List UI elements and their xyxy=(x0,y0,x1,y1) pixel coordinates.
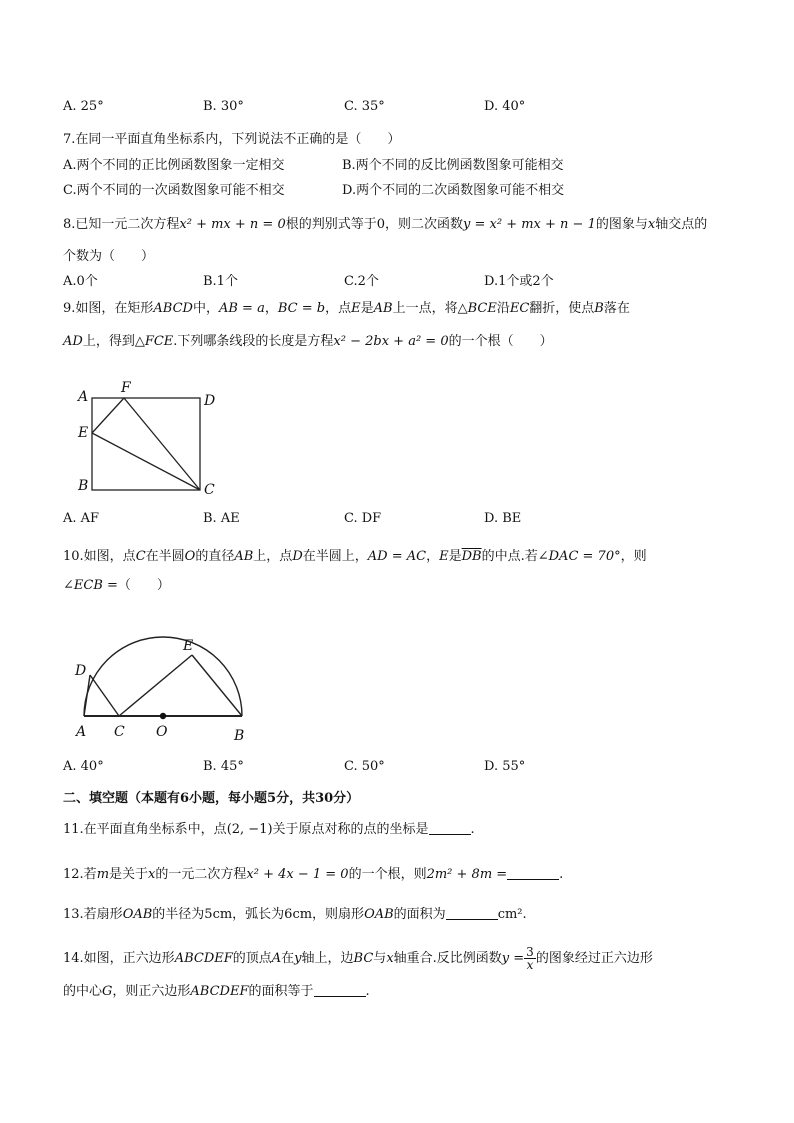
q8-option-a: A.0个 xyxy=(63,274,98,289)
q10-math: ∠DAC = 70° xyxy=(537,549,621,564)
q10-text: 10.如图，点 xyxy=(63,549,136,564)
q13-text: 13.若扇形 xyxy=(63,907,123,922)
q11-text: 11.在平面直角坐标系中，点 xyxy=(63,822,227,837)
q10-option-a: A. 40° xyxy=(63,759,104,774)
q7-option-d: D.两个不同的二次函数图象可能不相交 xyxy=(342,183,565,198)
q10-math: AB xyxy=(234,549,254,564)
q9-text: 是 xyxy=(360,301,374,316)
q10-segment-eb xyxy=(192,655,242,716)
q10-text: （ ） xyxy=(117,578,170,593)
q14-frac-denominator: x xyxy=(526,958,534,972)
q13-stem xyxy=(63,906,527,924)
q10-text: 在半圆 xyxy=(145,549,185,564)
q10-text: ，则 xyxy=(620,549,647,564)
q9-math: BCE xyxy=(467,301,497,316)
q8-options xyxy=(63,273,743,291)
q10-center-dot xyxy=(160,713,166,719)
q10-text: 的中点.若 xyxy=(481,549,538,564)
q10-segment-ad xyxy=(84,675,90,716)
q13-math: OAB xyxy=(364,907,394,922)
q10-label-o: O xyxy=(156,724,168,740)
q10-segment-dc xyxy=(90,675,119,716)
q8-option-d: D.1个或2个 xyxy=(484,274,554,289)
q11-text: 关于原点对称的点的坐标是 xyxy=(272,822,429,837)
q9-option-d: D. BE xyxy=(484,511,522,526)
q9-rect-abcd xyxy=(92,398,200,490)
section-2-title: 二、填空题（本题有6小题，每小题5分，共30分） xyxy=(63,791,360,806)
q10-semicircle-arc xyxy=(84,637,242,716)
q10-label-b: B xyxy=(234,728,245,744)
q7-options-row1 xyxy=(63,157,743,175)
q13-answer-blank[interactable] xyxy=(446,906,498,920)
q10-arc-db: $\overline{DB}$ xyxy=(461,549,482,564)
q8-quadratic-function: y = x² + mx + n − 1 xyxy=(463,217,596,232)
q9-segment-ef xyxy=(92,398,124,433)
q9-text: 的一个根（ ） xyxy=(448,334,553,349)
q12-text: 的一元二次方程 xyxy=(155,867,247,882)
q9-option-a: A. AF xyxy=(63,511,100,526)
q6-option-c: C. 35° xyxy=(344,99,385,114)
q12-text: 的一个根，则 xyxy=(348,867,427,882)
q9-label-f: F xyxy=(121,380,131,396)
q10-text: 是 xyxy=(448,549,462,564)
q10-math: O xyxy=(184,549,196,564)
q10-math: D xyxy=(292,549,303,564)
q9-math: B xyxy=(594,301,604,316)
q14-math: A xyxy=(271,951,282,966)
q14-text: . xyxy=(365,984,370,999)
q9-text: 落在 xyxy=(603,301,630,316)
q13-math: OAB xyxy=(122,907,153,922)
q10-semicircle-figure xyxy=(70,603,260,745)
q14-frac-numerator: 3 xyxy=(526,945,534,959)
q12-expression: 2m² + 8m = xyxy=(426,867,508,882)
q10-stem-line2 xyxy=(63,577,170,595)
q11-answer-blank[interactable] xyxy=(429,821,471,835)
q10-text: 上，点 xyxy=(253,549,293,564)
q14-math: ABCDEF xyxy=(174,951,233,966)
q10-options xyxy=(63,758,743,776)
q9-math: AB xyxy=(373,301,393,316)
q12-equation: x² + 4x − 1 = 0 xyxy=(246,867,349,882)
q14-math: BC xyxy=(353,951,374,966)
q9-text: 9.如图，在矩形 xyxy=(63,301,154,316)
q9-text: 中， xyxy=(192,301,219,316)
q7-option-b: B.两个不同的反比例函数图象可能相交 xyxy=(342,158,564,173)
q12-math: m xyxy=(96,867,110,882)
q10-option-d: D. 55° xyxy=(484,759,526,774)
q8-var: x xyxy=(647,217,656,232)
q13-text: 的面积为 xyxy=(393,907,446,922)
q12-text: . xyxy=(559,867,564,882)
q9-math: AD xyxy=(63,334,83,349)
q8-equation: x² + mx + n = 0 xyxy=(179,217,286,232)
q11-point: (2, −1) xyxy=(226,822,273,837)
q10-text: 在半圆上， xyxy=(302,549,368,564)
q8-stem-line2: 个数为（ ） xyxy=(63,249,155,264)
q10-option-b: B. 45° xyxy=(203,759,244,774)
q14-text: 的中心 xyxy=(63,984,103,999)
q12-math: x xyxy=(148,867,156,882)
q12-stem xyxy=(63,866,563,884)
q6-options xyxy=(63,98,743,116)
q10-math: AD = AC xyxy=(367,549,427,564)
q10-option-c: C. 50° xyxy=(344,759,385,774)
q7-option-a: A.两个不同的正比例函数图象一定相交 xyxy=(63,158,285,173)
q9-options xyxy=(63,510,743,528)
q8-text: 轴交点的 xyxy=(655,217,708,232)
q10-segment-ce xyxy=(119,655,192,716)
q9-math: E xyxy=(351,301,361,316)
q10-math: C xyxy=(135,549,146,564)
q14-stem-line1 xyxy=(63,946,653,971)
q9-math: AB = a xyxy=(218,301,265,316)
q12-text: 是关于 xyxy=(109,867,149,882)
q10-text: 的直径 xyxy=(195,549,235,564)
q10-text: ， xyxy=(426,549,440,564)
q6-option-b: B. 30° xyxy=(203,99,244,114)
q13-text: 的半径为5cm，弧长为6cm，则扇形 xyxy=(152,907,365,922)
q9-label-a: A xyxy=(78,389,89,405)
q14-math: y = xyxy=(501,951,525,966)
q12-text: 12.若 xyxy=(63,867,97,882)
q9-rectangle-figure xyxy=(70,373,230,501)
q13-unit: cm². xyxy=(497,907,527,922)
q9-text: 上，得到△ xyxy=(82,334,145,349)
q14-text: 轴上，边 xyxy=(301,951,354,966)
q9-text: ，点 xyxy=(325,301,352,316)
q8-text: 的图象与 xyxy=(595,217,648,232)
q14-text: ，则正六边形 xyxy=(112,984,191,999)
q10-math: E xyxy=(439,549,449,564)
q9-label-d: D xyxy=(204,393,216,409)
q14-math: x xyxy=(386,951,394,966)
q14-answer-blank[interactable] xyxy=(314,983,366,997)
q12-answer-blank[interactable] xyxy=(507,866,559,880)
q8-text: 根的判别式等于0，则二次函数 xyxy=(285,217,464,232)
q10-label-a: A xyxy=(76,724,87,740)
q6-option-a: A. 25° xyxy=(63,99,104,114)
q9-math: EC xyxy=(509,301,530,316)
q9-label-e: E xyxy=(78,425,89,441)
q9-math: ABCD xyxy=(153,301,193,316)
q6-option-d: D. 40° xyxy=(484,99,526,114)
q10-label-e: E xyxy=(183,638,194,654)
q14-math: y xyxy=(294,951,302,966)
q14-math: ABCDEF xyxy=(190,984,249,999)
q14-text: 的图象经过正六边形 xyxy=(535,951,653,966)
q9-math: FCE xyxy=(144,334,174,349)
q14-fraction xyxy=(524,946,536,971)
q10-label-c: C xyxy=(114,724,125,740)
q7-options-row2 xyxy=(63,182,743,200)
q14-text: 14.如图，正六边形 xyxy=(63,951,175,966)
q9-equation: x² − 2bx + a² = 0 xyxy=(333,334,449,349)
q10-math: ∠ECB = xyxy=(63,578,118,593)
q11-stem xyxy=(63,821,475,839)
q8-stem-line1 xyxy=(63,216,707,234)
q14-text: 轴重合.反比例函数 xyxy=(393,951,502,966)
q9-label-c: C xyxy=(204,482,215,498)
q9-text: ， xyxy=(264,301,278,316)
q9-segment-ec xyxy=(92,433,200,490)
q8-option-c: C.2个 xyxy=(344,274,379,289)
q9-math: BC = b xyxy=(277,301,326,316)
q9-text: 沿 xyxy=(496,301,510,316)
q7-stem: 7.在同一平面直角坐标系内，下列说法不正确的是（ ） xyxy=(63,132,401,147)
q9-stem-line2 xyxy=(63,333,553,351)
q9-label-b: B xyxy=(78,478,89,494)
q14-text: 的顶点 xyxy=(232,951,272,966)
q9-text: .下列哪条线段的长度是方程 xyxy=(173,334,334,349)
q14-math: G xyxy=(102,984,113,999)
q8-text: 8.已知一元二次方程 xyxy=(63,217,180,232)
q14-text: 与 xyxy=(373,951,387,966)
q9-option-b: B. AE xyxy=(203,511,240,526)
q10-stem-line1 xyxy=(63,548,647,566)
q7-option-c: C.两个不同的一次函数图象可能不相交 xyxy=(63,183,285,198)
q14-text: 在 xyxy=(281,951,295,966)
q9-option-c: C. DF xyxy=(344,511,382,526)
q10-label-d: D xyxy=(75,663,87,679)
q14-text: 的面积等于 xyxy=(248,984,314,999)
q9-text: 上一点，将△ xyxy=(392,301,468,316)
q9-segment-fc xyxy=(124,398,200,490)
q14-stem-line2 xyxy=(63,983,370,1001)
q11-text: . xyxy=(470,822,475,837)
q9-text: 翻折，使点 xyxy=(529,301,595,316)
q8-option-b: B.1个 xyxy=(203,274,238,289)
q9-stem-line1 xyxy=(63,300,630,318)
